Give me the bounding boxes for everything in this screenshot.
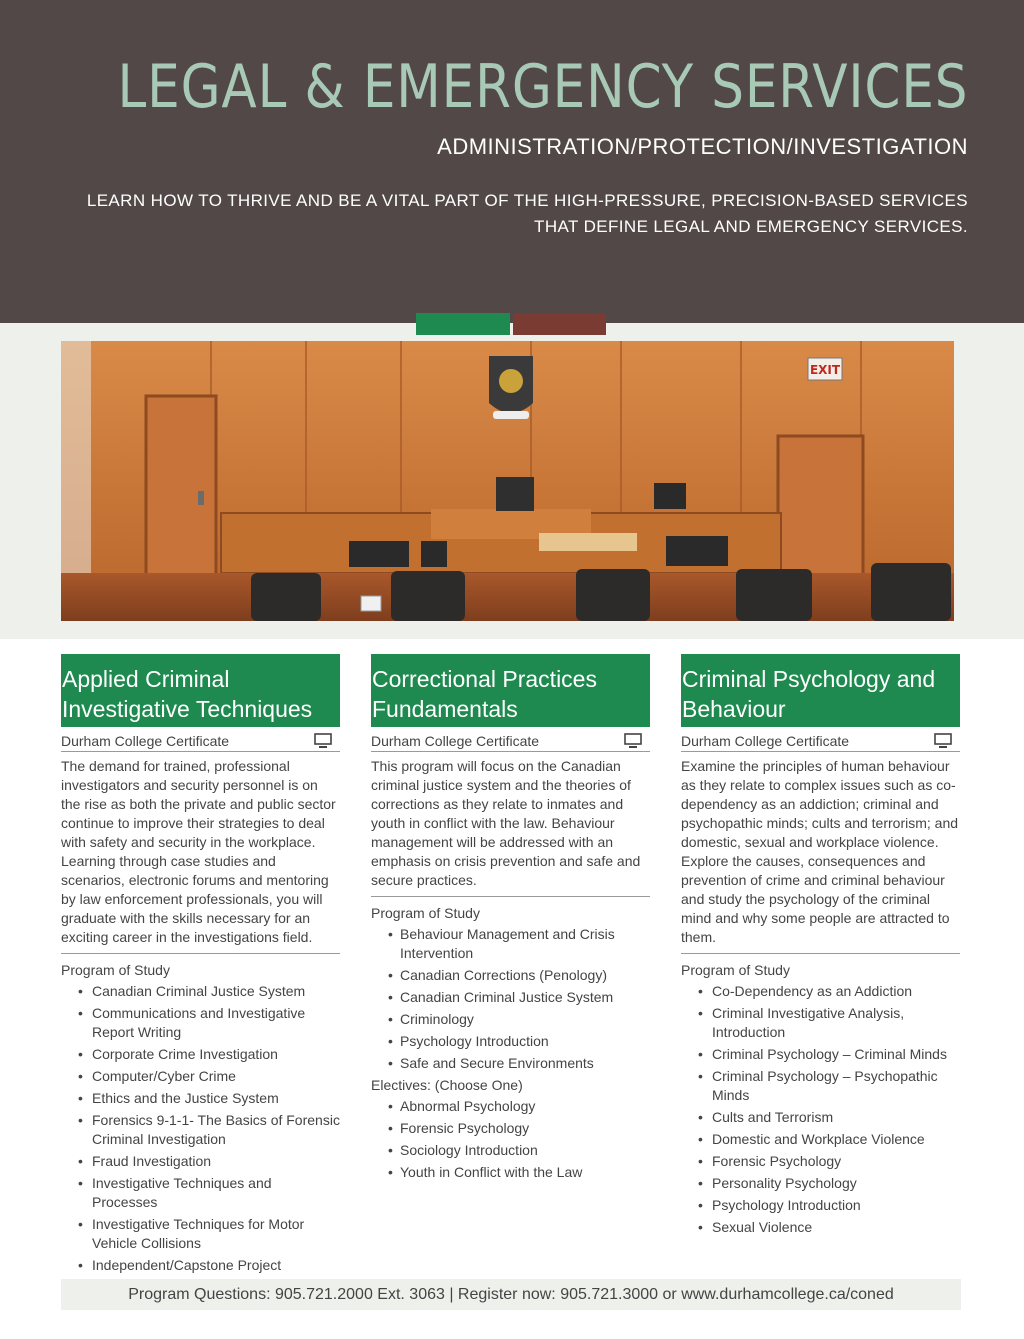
program-description: Examine the principles of human behaviour as they relate to complex issues such as co-dependency as an addiction; criminal and psychopathic minds; cults and terrorism; and domestic, sexual and workplace violence. Explore the causes, consequences and prevention of crime and criminal behaviour and study the psychology of the criminal mind and why some people are attracted to them. bbox=[681, 752, 960, 954]
list-item: • Criminal Psychology – Criminal Minds bbox=[681, 1045, 960, 1064]
list-item: • Criminal Psychology – Psychopathic Minds bbox=[681, 1067, 960, 1105]
accent-bar-green bbox=[416, 313, 510, 335]
list-item: • Safe and Secure Environments bbox=[371, 1054, 650, 1073]
program-column-3 bbox=[681, 654, 960, 1240]
page-subtitle: ADMINISTRATION/PROTECTION/INVESTIGATION bbox=[437, 134, 968, 159]
program-title: Correctional Practices Fundamentals bbox=[371, 654, 650, 727]
list-item: • Psychology Introduction bbox=[681, 1196, 960, 1215]
page-title: LEGAL & EMERGENCY SERVICES bbox=[117, 52, 968, 122]
header-banner bbox=[0, 0, 1024, 323]
tagline: LEARN HOW TO THRIVE AND BE A VITAL PART OF THE HIGH-PRESSURE, PRECISION-BASED SERVICES THAT DEFINE LEGAL AND EMERGENCY SERVICES. bbox=[86, 191, 968, 236]
electives-label: Electives: (Choose One) bbox=[371, 1077, 523, 1093]
list-item: • Co-Dependency as an Addiction bbox=[681, 982, 960, 1001]
list-item: • Fraud Investigation bbox=[61, 1152, 340, 1171]
list-item: • Communications and Investigative Report Writing bbox=[61, 1004, 340, 1042]
list-item: • Ethics and the Justice System bbox=[61, 1089, 340, 1108]
list-item: • Sociology Introduction bbox=[371, 1141, 650, 1160]
list-item: • Youth in Conflict with the Law bbox=[371, 1163, 650, 1182]
list-item: • Psychology Introduction bbox=[371, 1032, 650, 1051]
program-description: The demand for trained, professional investigators and security personnel is on the rise as both the private and public sector continue to improve their strategies to deal with safety and security in the workplace. Learning through case studies and scenarios, electronic forums and mentoring by law enforcement professionals, you will graduate with the skills necessary for an exciting career in the investigations field. bbox=[61, 752, 340, 954]
list-item: • Behaviour Management and Crisis Intervention bbox=[371, 925, 650, 963]
monitor-icon bbox=[624, 733, 642, 755]
list-item: • Canadian Criminal Justice System bbox=[371, 988, 650, 1007]
list-item: • Canadian Criminal Justice System bbox=[61, 982, 340, 1001]
list-item: • Forensic Psychology bbox=[371, 1119, 650, 1138]
program-title: Applied Criminal Investigative Techniques bbox=[61, 654, 340, 727]
list-item: • Computer/Cyber Crime bbox=[61, 1067, 340, 1086]
list-item: • Forensic Psychology bbox=[681, 1152, 960, 1171]
certificate-label: Durham College Certificate bbox=[61, 733, 230, 749]
monitor-icon bbox=[314, 733, 332, 755]
list-item: • Personality Psychology bbox=[681, 1174, 960, 1193]
footer-contact: Program Questions: 905.721.2000 Ext. 3063 | Register now: 905.721.3000 or www.durhamcollege.ca/coned bbox=[61, 1279, 961, 1310]
list-item: • Abnormal Psychology bbox=[371, 1097, 650, 1116]
certificate-row bbox=[61, 730, 340, 752]
list-item: • Corporate Crime Investigation bbox=[61, 1045, 340, 1064]
program-of-study-label: Program of Study bbox=[681, 962, 790, 978]
list-item: • Investigative Techniques and Processes bbox=[61, 1174, 340, 1212]
program-column-2 bbox=[371, 654, 650, 1185]
program-column-1 bbox=[61, 654, 340, 1278]
list-item: • Canadian Corrections (Penology) bbox=[371, 966, 650, 985]
program-of-study-label: Program of Study bbox=[371, 905, 480, 921]
list-item: • Forensics 9-1-1- The Basics of Forensic Criminal Investigation bbox=[61, 1111, 340, 1149]
list-item: • Domestic and Workplace Violence bbox=[681, 1130, 960, 1149]
certificate-label: Durham College Certificate bbox=[681, 733, 850, 749]
certificate-row bbox=[371, 730, 650, 752]
list-item: • Independent/Capstone Project bbox=[61, 1256, 340, 1275]
program-description: This program will focus on the Canadian criminal justice system and the theories of corrections as they relate to inmates and youth in conflict with the law. Behaviour management will be addressed with an emphasis on crisis prevention and safe and secure practices. bbox=[371, 752, 650, 897]
list-item: • Cults and Terrorism bbox=[681, 1108, 960, 1127]
monitor-icon bbox=[934, 733, 952, 755]
list-item: • Criminal Investigative Analysis, Introduction bbox=[681, 1004, 960, 1042]
certificate-label: Durham College Certificate bbox=[371, 733, 540, 749]
courtroom-photo bbox=[61, 341, 954, 621]
exit-sign: EXIT bbox=[809, 363, 841, 377]
list-item: • Criminology bbox=[371, 1010, 650, 1029]
program-title: Criminal Psychology and Behaviour bbox=[681, 654, 960, 727]
program-of-study-label: Program of Study bbox=[61, 962, 170, 978]
list-item: • Investigative Techniques for Motor Vehicle Collisions bbox=[61, 1215, 340, 1253]
list-item: • Sexual Violence bbox=[681, 1218, 960, 1237]
accent-bar-red bbox=[513, 313, 606, 335]
certificate-row bbox=[681, 730, 960, 752]
